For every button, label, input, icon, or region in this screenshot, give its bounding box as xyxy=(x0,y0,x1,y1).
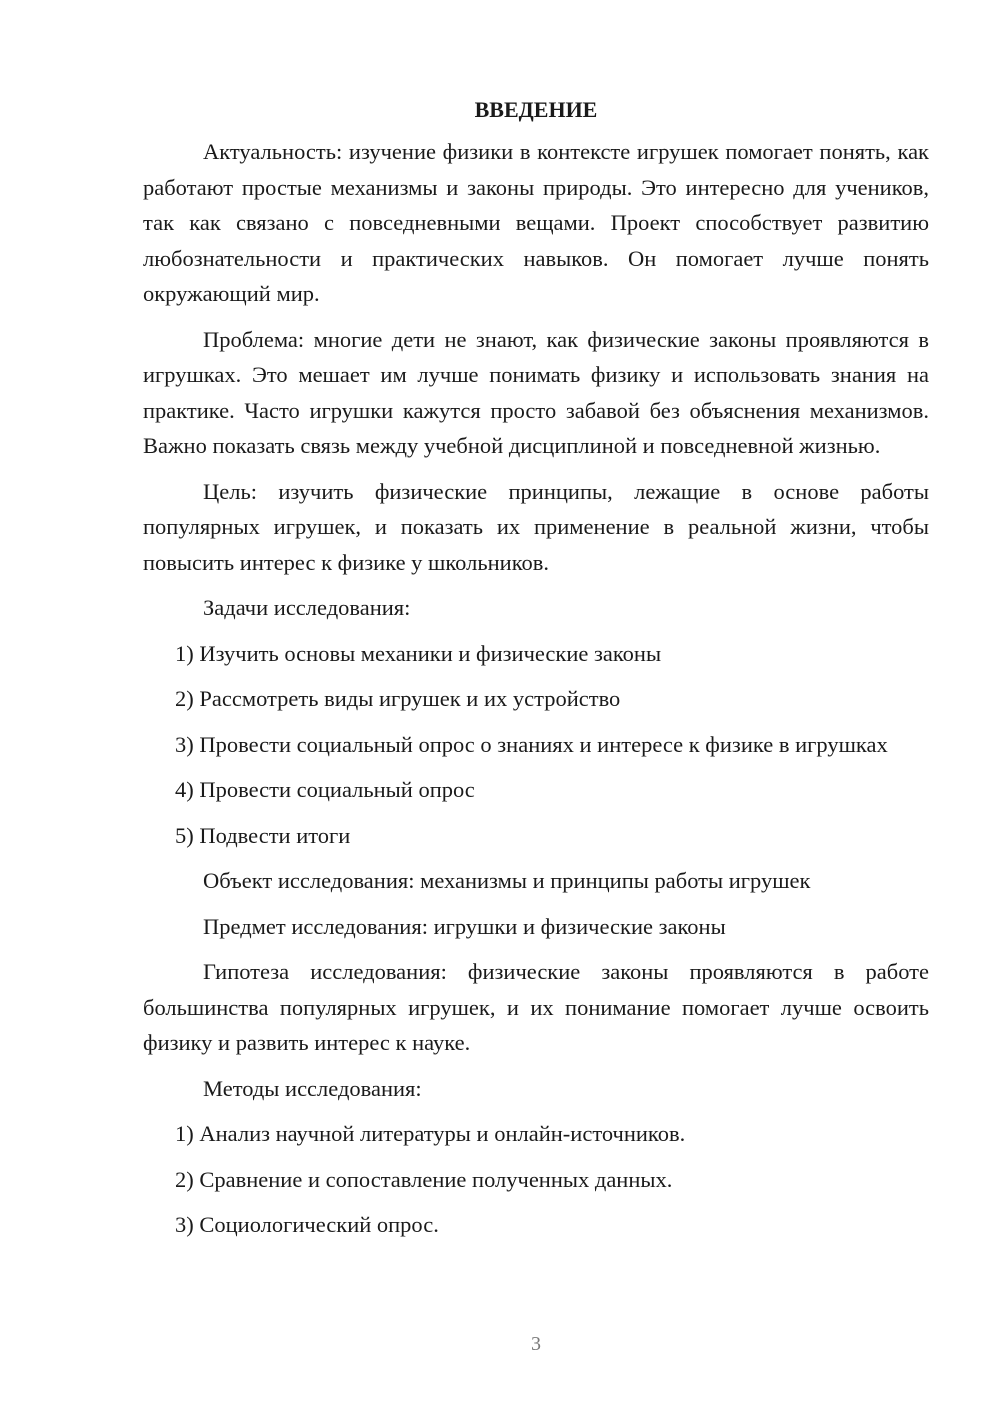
research-subject: Предмет исследования: игрушки и физические законы xyxy=(203,913,726,939)
hypothesis-paragraph: Гипотеза исследования: физические законы проявляются в работе большинства популярных игрушек, и их понимание помогает лучше освоить физику и развить интерес к науке. xyxy=(143,959,929,1055)
method-item: 2) Сравнение и сопоставление полученных данных. xyxy=(175,1166,673,1192)
task-item: 3) Провести социальный опрос о знаниях и интересе к физике в игрушках xyxy=(175,731,888,757)
task-item: 2) Рассмотреть виды игрушек и их устройство xyxy=(175,686,621,711)
problem-paragraph: Проблема: многие дети не знают, как физические законы проявляются в игрушках. Это мешает им лучше понимать физику и использовать знания на практике. Часто игрушки кажутся просто забавой без объяснения механизмов. Важно показать связь между учебной дисциплиной и повседневной жизнью. xyxy=(143,326,929,458)
goal-paragraph: Цель: изучить физические принципы, лежащие в основе работы популярных игрушек, и показать их применение в реальной жизни, чтобы повысить интерес к физике у школьников. xyxy=(143,478,929,575)
tasks-heading: Задачи исследования: xyxy=(203,595,411,620)
relevance-paragraph: Актуальность: изучение физики в контексте игрушек помогает понять, как работают простые механизмы и законы природы. Это интересно для учеников, так как связано с повседневными вещами. Проект способствует развитию любознательности и практических навыков. Он помогает лучше понять окружающий мир. xyxy=(143,139,929,306)
method-item: 3) Социологический опрос. xyxy=(175,1212,439,1237)
task-item: 5) Подвести итоги xyxy=(175,822,351,848)
task-item: 4) Провести социальный опрос xyxy=(175,777,475,802)
document-body xyxy=(143,92,929,1253)
page-title: ВВЕДЕНИЕ xyxy=(474,97,598,122)
task-item: 1) Изучить основы механики и физические законы xyxy=(175,640,662,666)
research-object: Объект исследования: механизмы и принципы работы игрушек xyxy=(203,868,811,893)
methods-heading: Методы исследования: xyxy=(203,1075,422,1101)
method-item: 1) Анализ научной литературы и онлайн-источников. xyxy=(175,1121,686,1146)
page-number: 3 xyxy=(531,1333,541,1355)
